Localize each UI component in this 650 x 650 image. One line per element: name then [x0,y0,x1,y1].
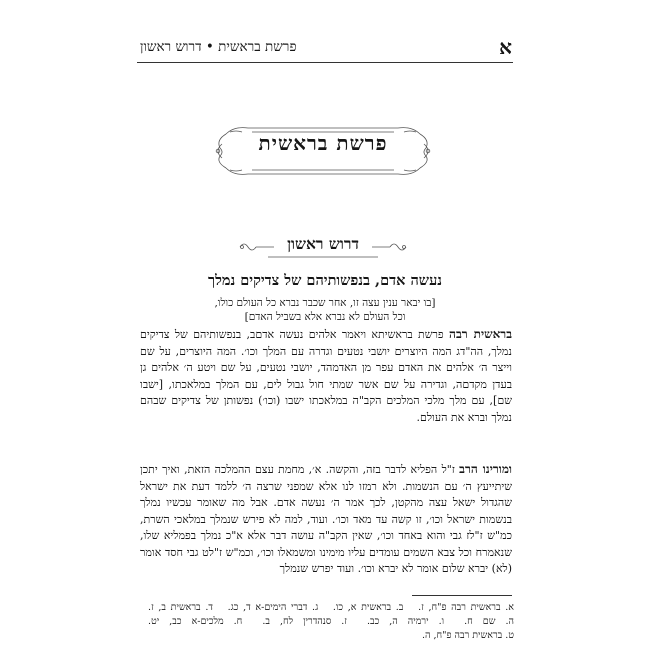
paragraph-1 [140,326,512,426]
parasha-title: פרשת בראשית [258,131,388,155]
paragraph-2-lead: ומורינו הרב [459,462,512,476]
footnote: ה. שם ח. [464,616,514,627]
section-subtitle: נעשה אדם, בנפשותיהם של צדיקים נמלך [208,272,442,289]
epigraph-line-2: וכל העולם לא נברא אלא בשביל האדם] [244,311,406,323]
header-rule [137,62,513,63]
footnote: ז. סנהדרין לח, ב. [262,616,347,627]
paragraph-2-text: ז"ל הפליא לדבר בזה, והקשה. א׳, מחמת עצם ההמלכה הזאת, ואיך יתכן שיתייעץ ה׳ עם הנשמות. ולא רמזו לנו אלא שמפני שרצה ה׳ ללמד דעת את ישראל שהגדול ישאל עצה מהקטן, לכך אמר ה׳ נעשה אדם. אבל מה שאומר עכשיו נמלך בנשמות ישראל וכו׳, זו קשה עד מאד וכו׳. ועוד, למה לא פירש שנמלך במלאכי השרת, כמ"ש ז"לז גבי והוא באחד וכו׳, שאין הקב"ה עושה דבר אלא א"כ נמלך בפמליא שלו, שנאמרח וכל צבא השמים עומדים עליו מימינו ומשמאלו וכו׳, וכמ"ש ז"לט גבי חסד אומר (לא) יברא שלום אומר לא יברא וכו׳. ועוד יפרש שנמלך [140,463,512,575]
footnote-rule [412,595,512,596]
epigraph-line-1: [בו יבאר ענין עצה זו, אחר שכבר נברא כל העולם כולו, [214,297,436,309]
parasha-title-frame [212,122,434,180]
running-title: פרשת בראשית • דרוש ראשון [140,39,297,55]
paragraph-2 [140,461,512,578]
footnote: ט. בראשית רבה פ"ח, ה. [422,630,514,641]
footnote: ח. מלכים-א כב, יט. [148,616,243,627]
footnotes [138,601,514,643]
footnote: א. בראשית רבה פ"ח, ז. [418,602,514,613]
page-letter: א [499,35,512,59]
drush-title: דרוש ראשון [287,234,359,253]
drush-title-frame [238,232,408,262]
footnote: ו. ירמיה ה, כב. [367,616,445,627]
running-head [140,36,512,58]
footnote: ב. בראשית א, כו. [332,602,404,613]
paragraph-1-text: פרשת בראשיתא ויאמר אלהים נעשה אדםב, בנפשותיהם של צדיקים נמלך, הה"דג המה היוצרים יושבי נטעים וגדרה עם המלך וכו׳. המה היוצרים, על שם וייצר ה׳ אלהים את האדם עפר מן האדמהד, יושבי נטעים, על שם ויטע ה׳ אלהים גן בעדן מקדםה, וגדירה על שם אשר שמתי חול גבול לים, עם המלך במלאכתו, [ישבו שם], עם מלך מלכי המלכים הקב"ה במלאכתו ישבו (וכו׳) נפשותן של צדיקים שבהם נמלך וברא את העולם. [140,328,512,424]
footnote: ג. דברי הימים-א ד, כג. [227,602,319,613]
epigraph [180,296,470,324]
paragraph-1-lead: בראשית רבה [449,327,512,341]
footnote: ד. בראשית ב, ז. [148,602,213,613]
